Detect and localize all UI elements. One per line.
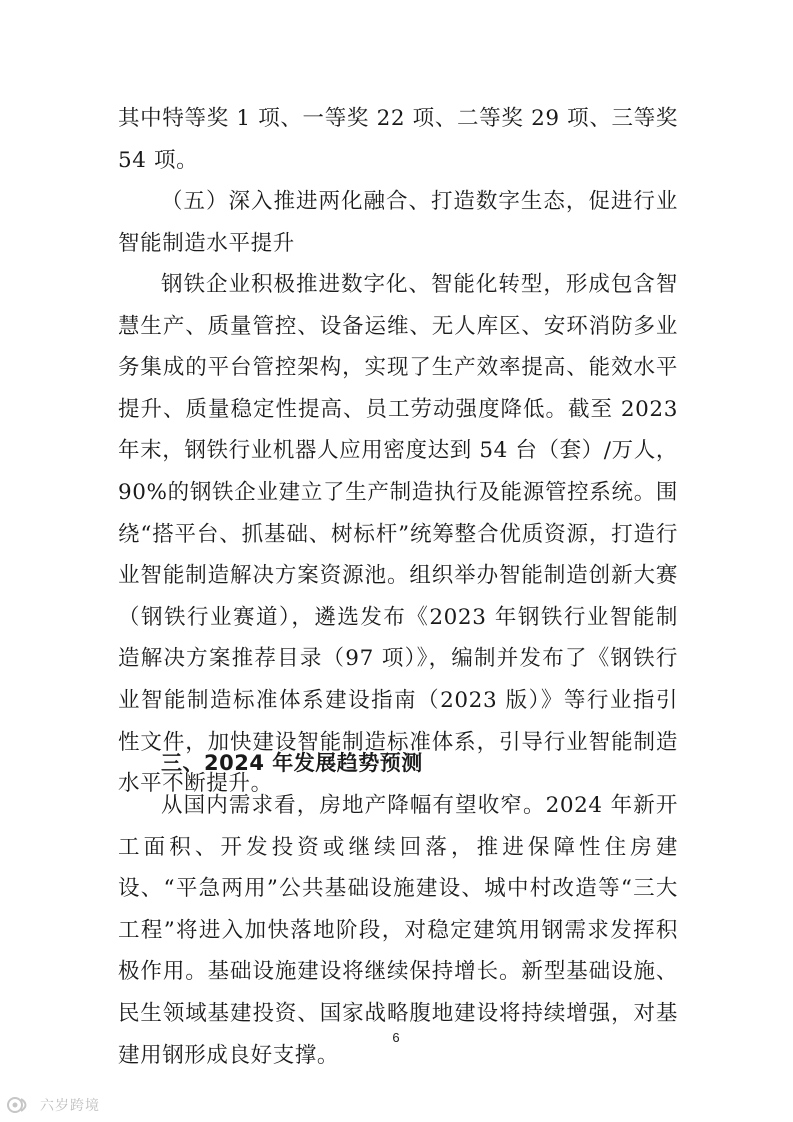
- watermark-logo-icon: [6, 1095, 36, 1115]
- page-number: 6: [392, 1030, 400, 1045]
- watermark-text: 六岁跨境: [40, 1098, 100, 1114]
- paragraph-domestic-demand: 从国内需求看，房地产降幅有望收窄。2024 年新开工面积、开发投资或继续回落，推进保障性住房建设、“平急两用”公共基础设施建设、城中村改造等“三大工程”将进入加快落地阶段，对稳定建筑用钢需求发挥积极作用。基础设施建设将继续保持增长。新型基础设施、民生领域基建投资、国家战略腹地建设将持续增强，对基建用钢形成良好支撑。: [118, 793, 678, 1068]
- paragraph-awards: 其中特等奖 1 项、一等奖 22 项、二等奖 29 项、三等奖 54 项。: [118, 106, 678, 173]
- section-subheading: （五）深入推进两化融合、打造数字生态，促进行业智能制造水平提升: [118, 189, 678, 256]
- paragraph-digitalization: 钢铁企业积极推进数字化、智能化转型，形成包含智慧生产、质量管控、设备运维、无人库区、安环消防多业务集成的平台管控架构，实现了生产效率提高、能效水平提升、质量稳定性提高、员工劳动强度降低。截至 2023 年末，钢铁行业机器人应用密度达到 54 台（套）/万人，90%的钢铁企业建立了生产制造执行及能源管控系统。围绕“搭平台、抓基础、树标杆”统筹整合优质资源，打造行业智能制造解决方案资源池。组织举办智能制造创新大赛（钢铁行业赛道），遴选发布《2023 年钢铁行业智能制造解决方案推荐目录（97 项）》，编制并发布了《钢铁行业智能制造标准体系建设指南（2023 版）》等行业指引性文件，加快建设智能制造标准体系，引导行业智能制造水平不断提升。: [118, 272, 678, 797]
- section-heading-trends: 三、2024 年发展趋势预测: [161, 751, 423, 775]
- watermark: [6, 1094, 100, 1116]
